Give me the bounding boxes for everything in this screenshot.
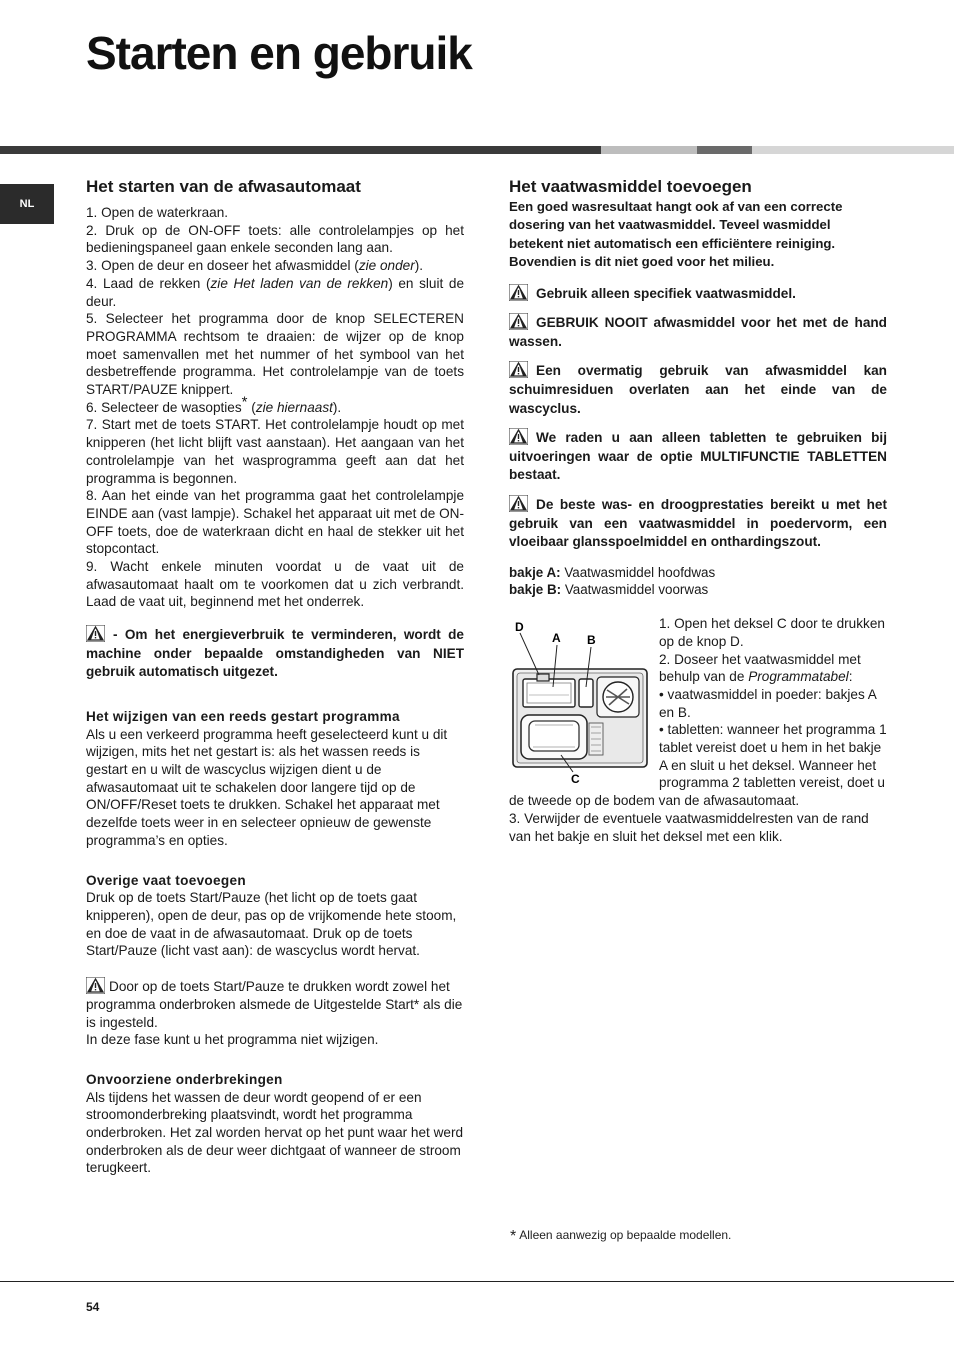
- left-column: [86, 176, 464, 1177]
- detergent-warning-2: GEBRUIK NOOIT afwasmiddel voor het met de hand wassen.: [509, 315, 887, 349]
- interruptions-text: Als tijdens het wassen de deur wordt geopend of er een stroomonderbreking plaatsvindt, wordt het programma onderbroken. Het zal worden hervat op het punt waar het werd onderbroken als de deur weer dichtgaat of wanneer de stroom terugkeert.: [86, 1089, 464, 1176]
- step-2: 2. Druk op de ON-OFF toets: alle controlelampjes op het bedieningspaneel gaan enkele seconden lang aan.: [86, 222, 464, 256]
- step-4: 4. Laad de rekken (zie Het laden van de rekken) en sluit de deur.: [86, 275, 465, 309]
- energy-warning: - Om het energieverbruik te verminderen, wordt de machine onder bepaalde omstandigheden van NIET gebruik automatisch uitgezet.: [86, 627, 464, 680]
- warning-triangle-icon: [509, 495, 528, 512]
- step-1: 1. Open de waterkraan.: [86, 205, 229, 220]
- instruction-2-powder: • vaatwasmiddel in poeder: bakjes A en B.: [659, 686, 877, 720]
- detergent-warning-3: Een overmatig gebruik van afwasmiddel kan schuimresiduen overlaten aan het einde van de wascyclus.: [509, 363, 887, 416]
- page-title: Starten en gebruik: [86, 27, 472, 79]
- add-dishes-warning: Door op de toets Start/Pauze te drukken wordt zowel het programma onderbroken alsmede de Uitgestelde Start* als die is ingesteld.: [86, 979, 463, 1030]
- section-heading-modify: Het wijzigen van een reeds gestart programma: [86, 708, 400, 724]
- dispenser-instructions: [509, 615, 887, 845]
- header-bar: [0, 146, 601, 154]
- compartment-legend: [509, 564, 887, 599]
- instruction-2: 2. Doseer het vaatwasmiddel met behulp van de Programmatabel:: [659, 651, 861, 685]
- warning-triangle-icon: [86, 625, 105, 642]
- label-b: B: [587, 633, 596, 648]
- dispenser-diagram: [509, 617, 649, 789]
- header-bar-segment: [697, 146, 752, 154]
- header-bar-segment: [601, 146, 697, 154]
- section-heading-detergent: Het vaatwasmiddel toevoegen: [509, 177, 752, 196]
- warning-triangle-icon: [86, 977, 105, 994]
- warning-triangle-icon: [509, 313, 528, 330]
- section-heading-starting: Het starten van de afwasautomaat: [86, 177, 361, 196]
- warning-triangle-icon: [509, 284, 528, 301]
- detergent-intro: Een goed wasresultaat hangt ook af van een correcte dosering van het vaatwasmiddel. Teveel wasmiddel betekent niet automatisch een efficiëntere reiniging. Bovendien is dit niet goed voor het milieu.: [509, 199, 843, 270]
- page-number: 54: [86, 1300, 100, 1314]
- detergent-warning-5: De beste was- en droogprestaties bereikt u met het gebruik van een vaatwasmiddel in poedervorm, een vloeibaar glansspoelmiddel en onthardingszout.: [509, 496, 887, 550]
- step-8: 8. Aan het einde van het programma gaat het controlelampje EINDE aan (vast lampje). Schakel het apparaat uit met de ON-OFF toets, doe de waterkraan dicht en haal de stekker uit het stopcontact.: [86, 488, 464, 557]
- compartment-a: bakje A: Vaatwasmiddel hoofdwas: [509, 564, 716, 580]
- warning-triangle-icon: [509, 361, 528, 378]
- header-bar-segment: [752, 146, 954, 154]
- compartment-b: bakje B: Vaatwasmiddel voorwas: [509, 582, 709, 598]
- step-3: 3. Open de deur en doseer het afwasmiddel (zie onder).: [86, 258, 424, 274]
- language-tab: NL: [0, 184, 54, 224]
- footer-rule: [0, 1281, 954, 1282]
- start-steps: [86, 204, 464, 611]
- modify-text: Als u een verkeerd programma heeft geselecteerd kunt u dit wijzigen, mits het net gestart is: als het wassen reeds is gestart en u wilt de wascyclus wijzigen dient u de afwasautomaat uit te schakelen door langere tijd op de ON/OFF/Reset toets te drukken. Schakel het apparaat met dezelfde toets weer in en selecteer opnieuw de gewenste programma’s en opties.: [86, 726, 448, 848]
- instruction-3: 3. Verwijder de eventuele vaatwasmiddelresten van de rand van het bakje en sluit het deksel met een klik.: [509, 810, 869, 844]
- step-6: 6. Selecteer de wasopties* (zie hiernaast).: [86, 393, 342, 415]
- label-d: D: [515, 620, 524, 635]
- detergent-warning-4: We raden u aan alleen tabletten te gebruiken bij uitvoeringen waar de optie MULTIFUNCTIE TABLETTEN bestaat.: [509, 430, 887, 483]
- add-dishes-text: Druk op de toets Start/Pauze (het licht op de toets gaat knipperen), open de deur, pas op de vrijkomende hete stoom, en doe de vaat in de afwasautomaat. Druk op de toets Start/Pauze (licht vast aan): de wascyclus wordt hervat.: [86, 890, 457, 959]
- instruction-1: 1. Open het deksel C door te drukken op de knop D.: [659, 616, 885, 649]
- warning-triangle-icon: [509, 428, 528, 445]
- right-column: [509, 176, 887, 845]
- step-5: 5. Selecteer het programma door de knop SELECTEREN PROGRAMMA rechtsom te draaien: de wijzer op de knop moet samenvallen met het nummer of het symbool van het desbetreffende programma. Het controlelampje van de toets START/PAUZE knippert.: [86, 311, 464, 398]
- step-9: 9. Wacht enkele minuten voordat u de vaat uit de afwasautomaat haalt om te voorkomen dat u zich verbrandt. Laad de vaat uit, beginnend met het onderrek.: [86, 559, 464, 610]
- label-a: A: [552, 631, 561, 646]
- section-heading-add-dishes: Overige vaat toevoegen: [86, 872, 246, 888]
- section-heading-interruptions: Onvoorziene onderbrekingen: [86, 1071, 283, 1087]
- detergent-warning-1: Gebruik alleen specifiek vaatwasmiddel.: [509, 284, 887, 304]
- footnote: * Alleen aanwezig op bepaalde modellen.: [510, 1228, 732, 1245]
- step-7: 7. Start met de toets START. Het controlelampje houdt op met knipperen (het licht blijft vast aanstaan). Het aangaan van het controlelampje van het wasprogramma geeft aan dat het programma is begonnen.: [86, 417, 464, 486]
- instruction-2-tablets: • tabletten: wanneer het programma 1 tablet vereist doet u hem in het bakje A en sluit u het deksel. Wanneer het programma 2 tabletten vereist, doet u de tweede op de bodem van de afwasautomaat.: [509, 722, 887, 809]
- label-c: C: [571, 772, 580, 787]
- add-dishes-note: In deze fase kunt u het programma niet wijzigen.: [86, 1032, 379, 1048]
